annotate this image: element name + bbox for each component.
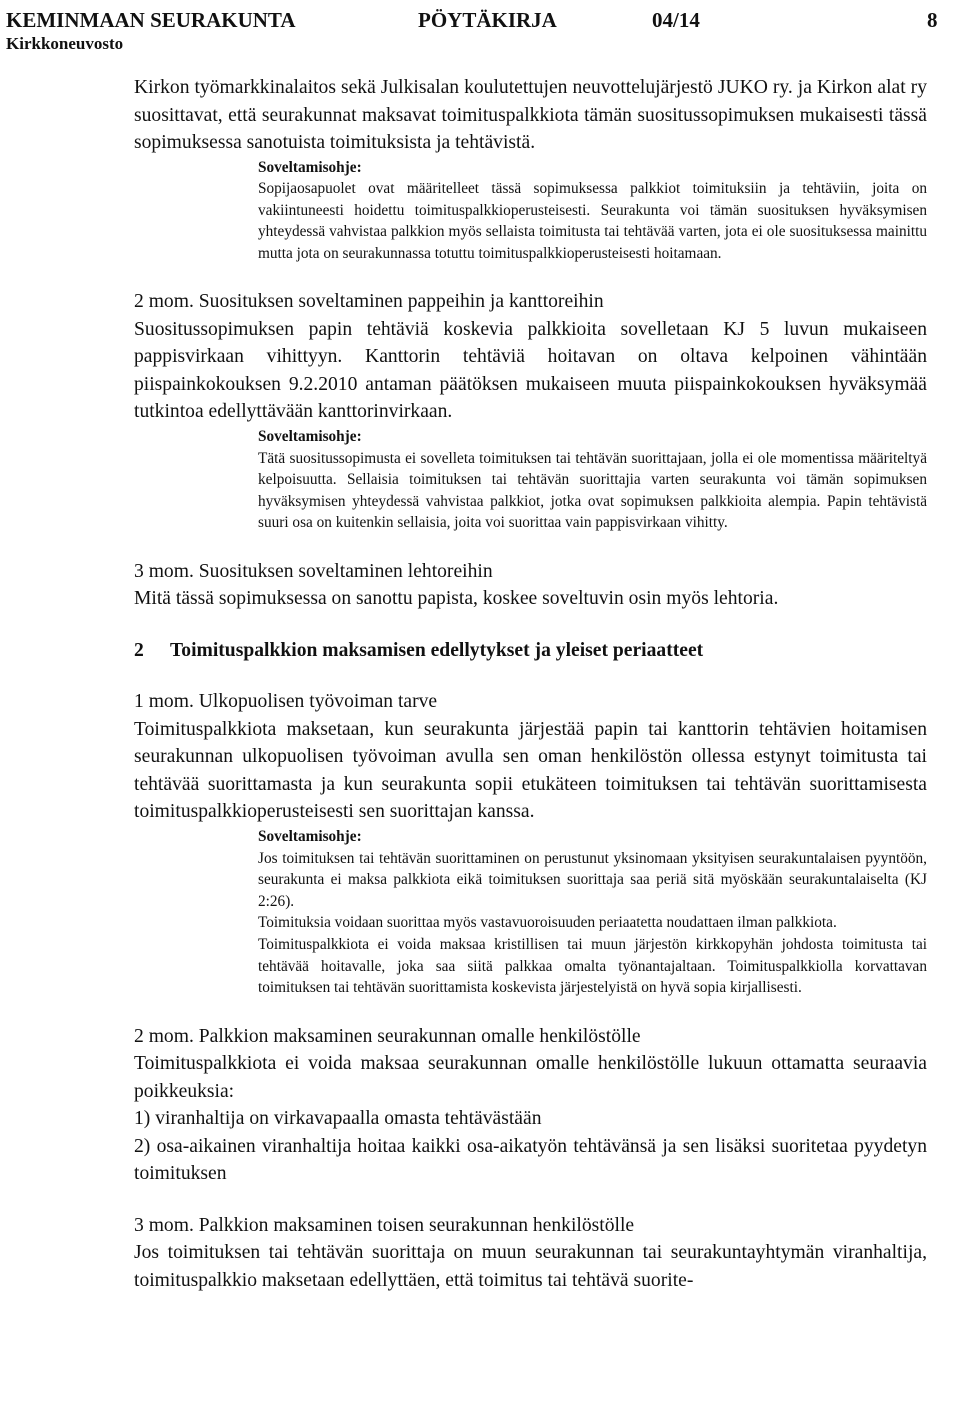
page-number: 8 [927, 8, 938, 32]
moment-heading: 3 mom. Palkkion maksaminen toisen seurakunnan henkilöstölle [134, 1214, 635, 1236]
application-note-1 [258, 157, 927, 265]
note-text: Jos toimituksen tai tehtävän suorittaminen on perustunut yksinomaan yksityisen seurakuntalaisen pyyntöön, seurakunta ei maksa palkkiota eikä toimituksen suorittaja saa periä sitä myöskään seurakuntalaiselta (KJ 2:26). [258, 849, 927, 910]
moment-heading: 2 mom. Palkkion maksaminen seurakunnan omalle henkilöstölle [134, 1025, 641, 1047]
moment-paragraph: Suositussopimuksen papin tehtäviä koskevia palkkioita sovelletaan KJ 5 luvun mukaiseen pappisvirkaan vihittyyn. Kanttorin tehtäviä hoitavan on oltava kelpoinen vähintään piispainkokouksen 9.2.2010 antaman päätöksen mukaiseen muuta piispainkokouksen hyväksymää tutkintoa edellyttävään kanttorinvirkaan. [134, 318, 927, 423]
moment-heading: 2 mom. Suosituksen soveltaminen pappeihin ja kanttoreihin [134, 291, 604, 313]
moment-paragraph: Mitä tässä sopimuksessa on sanottu papista, koskee soveltuvin osin myös lehtoria. [134, 588, 779, 610]
page-header [6, 8, 954, 58]
note-text: Toimituksia voidaan suorittaa myös vastavuoroisuuden periaatetta noudattaen ilman palkkiota. [258, 914, 837, 932]
note-label: Soveltamisohje: [258, 827, 362, 845]
moment-paragraph: Jos toimituksen tai tehtävän suorittaja on muun seurakunnan tai seurakuntayhtymän viranhaltija, toimituspalkkio maksetaan edellyttäen, että toimitus tai tehtävä suorite- [134, 1242, 927, 1291]
note-text: Sopijaosapuolet ovat määritelleet tässä sopimuksessa palkkiot toimituksiin ja tehtäviin, joita on vakiintuneesti hoidettu toimituspalkkioperusteisesti. Seurakunta voi tämän suosituksen hyväksymisen yhteydessä vahvistaa palkkion myös sellaista toimitusta tai tehtävää varten, jota ei ole suosituksessa mainittu mutta jota on seurakunnassa totuttu toimituspalkkioperusteisesti hoitamaan. [258, 180, 927, 262]
moment-heading: 3 mom. Suosituksen soveltaminen lehtoreihin [134, 560, 493, 582]
section-title: Toimituspalkkion maksamisen edellytykset ja yleiset periaatteet [170, 639, 704, 661]
moment-paragraph: Toimituspalkkiota ei voida maksaa seurakunnan omalle henkilöstölle lukuun ottamatta seuraavia poikkeuksia: [134, 1053, 927, 1102]
organization-name: KEMINMAAN SEURAKUNTA [6, 8, 296, 32]
section-number: 2 [134, 639, 144, 661]
application-note-2 [258, 426, 927, 534]
document-body [134, 74, 927, 1294]
issuing-body: Kirkkoneuvosto [6, 34, 124, 53]
note-label: Soveltamisohje: [258, 427, 362, 445]
document-type: PÖYTÄKIRJA [418, 8, 557, 32]
list-item: 2) osa-aikainen viranhaltija hoitaa kaikki osa-aikatyön tehtävänsä ja sen lisäksi suoritetaa pyydetyn toimituksen [134, 1135, 927, 1185]
list-item: 1) viranhaltija on virkavapaalla omasta tehtävästään [134, 1108, 542, 1130]
intro-paragraph: Kirkon työmarkkinalaitos sekä Julkisalan koulutettujen neuvottelujärjestö JUKO ry. ja Kirkon alat ry suosittavat, että seurakunnat maksavat toimituspalkkiota tämän suositussopimuksen mukaisesti tässä sopimuksessa sanotuista toimituksista ja tehtävistä. [134, 77, 927, 153]
document-number: 04/14 [652, 8, 700, 32]
note-text: Tätä suositussopimusta ei sovelleta toimituksen tai tehtävän suorittajaan, jolla ei ole momentissa määriteltyä kelpoisuutta. Sellaisia toimituksen tai tehtävän suorittajia varten seurakunta voi tämän sopimuksen hyväksymisen yhteydessä vahvistaa palkkiot, jotka ovat sopimuksen palkkioita alempia. Papin tehtävistä suuri osa on kuitenkin sellaisia, joita voi suorittaa vain pappisvirkaan vihitty. [258, 449, 927, 532]
section-heading [134, 637, 927, 665]
application-note-3 [258, 826, 927, 999]
note-text: Toimituspalkkiota ei voida maksaa kristillisen tai muun järjestön kirkkopyhän johdosta toimitusta tai tehtävää hoitavalle, joka saa siitä palkkaa omalta työnantajaltaan. Toimituspalkkiolla korvattavan toimituksen tai tehtävän suorittamista koskevista järjestelyistä on hyvä sopia kirjallisesti. [258, 935, 927, 997]
moment-paragraph: Toimituspalkkiota maksetaan, kun seurakunta järjestää papin tai kanttorin tehtävien hoitamisen seurakunnan ulkopuolisen työvoiman avulla sen oman henkilöstön ollessa estynyt toimitusta tai tehtävää suorittamasta ja kun seurakunta sopii etukäteen toimituksen tai tehtävän suorittamisesta toimituspalkkioperusteisesti sen suorittajan kanssa. [134, 718, 927, 823]
note-label: Soveltamisohje: [258, 158, 362, 176]
moment-heading: 1 mom. Ulkopuolisen työvoiman tarve [134, 691, 438, 713]
